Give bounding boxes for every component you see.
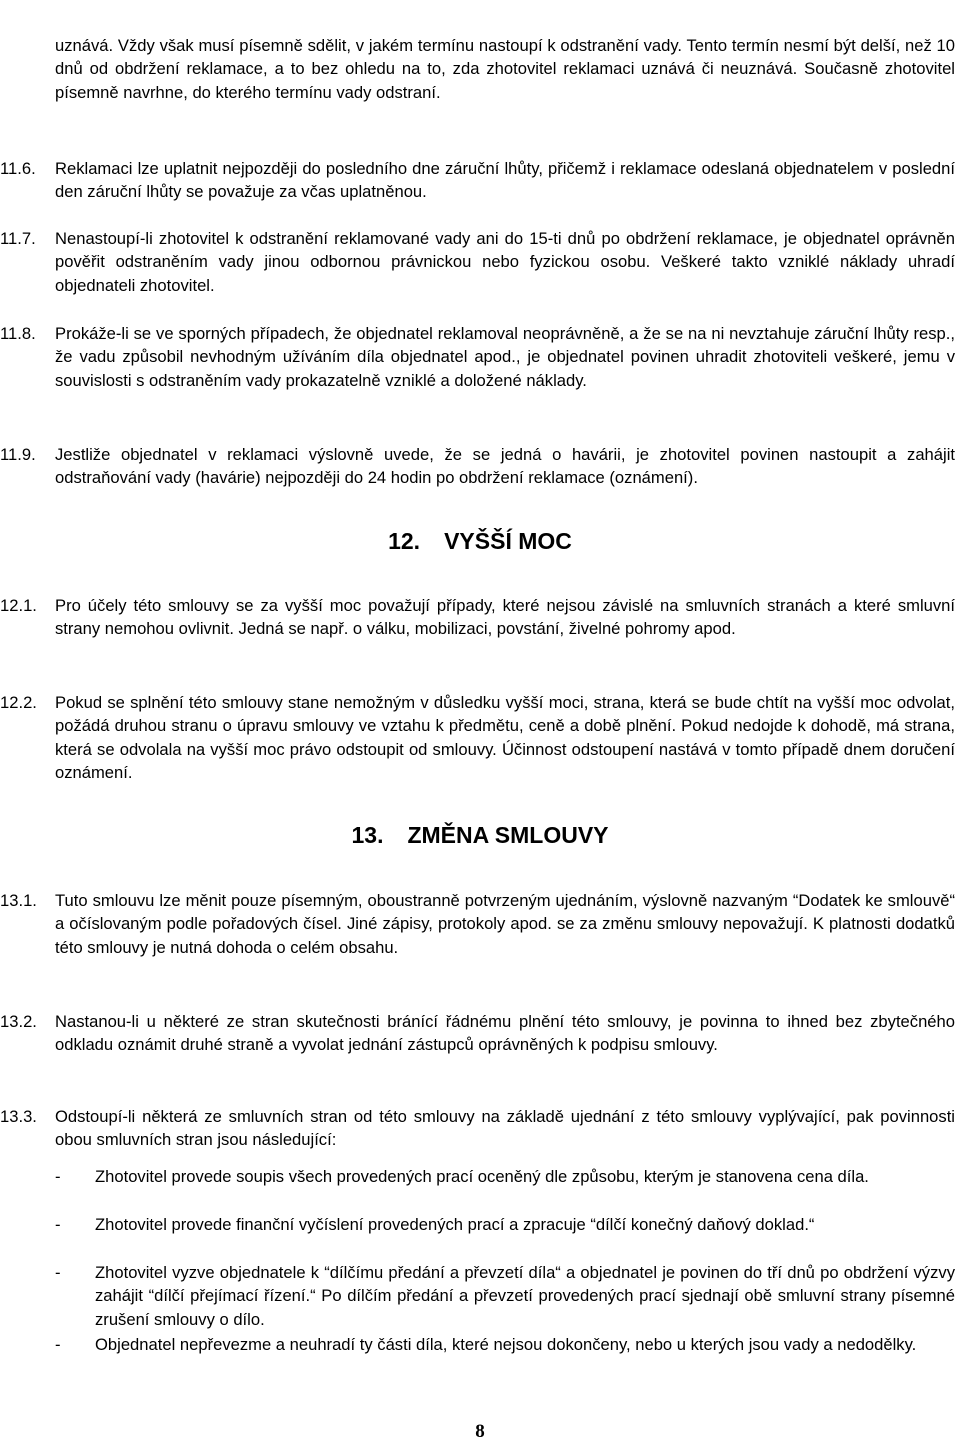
clause-13-2 <box>0 1010 955 1057</box>
list-item <box>55 1333 955 1356</box>
clause-text: Pro účely této smlouvy se za vyšší moc považují případy, které nejsou závislé na smluvních stranách a které smluvní strany nemohou ovlivnit. Jedná se např. o válku, mobilizaci, povstání, živelné pohromy apod. <box>55 596 955 639</box>
list-dash: - <box>55 1335 61 1354</box>
list-item <box>55 1261 955 1331</box>
clause-11-9 <box>0 443 955 490</box>
clause-13-3 <box>0 1105 955 1152</box>
section-heading-13 <box>0 822 960 849</box>
page-number: 8 <box>475 1421 485 1442</box>
clause-text: Nastanou-li u některé ze stran skutečnosti bránící řádnému plnění této smlouvy, je povinna to ihned bez zbytečného odkladu oznámit druhé straně a vyvolat jednání zástupců oprávněných k podpisu smlouvy. <box>55 1012 955 1055</box>
clause-text: Prokáže-li se ve sporných případech, že objednatel reklamoval neoprávněně, a že se na ni nevztahuje záruční lhůty resp., že vadu způsobil nevhodným užíváním díla objednatel apod., je objednatel povinen uhradit zhotoviteli veškeré, jemu v souvislosti s odstraněním vady prokazatelně vzniklé a doložené náklady. <box>55 324 955 390</box>
list-dash: - <box>55 1263 61 1282</box>
clause-number: 13.2. <box>0 1012 37 1031</box>
clause-11-8 <box>0 322 955 392</box>
section-title: VYŠŠÍ MOC <box>444 528 572 554</box>
list-item-text: Objednatel nepřevezme a neuhradí ty části díla, které nejsou dokončeny, nebo u kterých jsou vady a nedodělky. <box>95 1335 917 1354</box>
list-dash: - <box>55 1215 61 1234</box>
clause-11-7 <box>0 227 955 297</box>
clause-number: 11.6. <box>0 159 36 178</box>
list-dash: - <box>55 1167 61 1186</box>
clause-11-6 <box>0 157 955 204</box>
clause-number: 12.1. <box>0 596 37 615</box>
section-title: ZMĚNA SMLOUVY <box>407 822 609 848</box>
clause-number: 11.8. <box>0 324 36 343</box>
clause-12-2 <box>0 691 955 785</box>
list-item <box>55 1213 955 1236</box>
clause-12-1 <box>0 594 955 641</box>
clause-text: Pokud se splnění této smlouvy stane nemožným v důsledku vyšší moci, strana, která se bude chtít na vyšší moc odvolat, požádá druhou stranu o úpravu smlouvy ve vztahu k předmětu, ceně a době plnění. Pokud nedojde k dohodě, má strana, která se odvolala na vyšší moc právo odstoupit od smlouvy. Účinnost odstoupení nastává v tomto případě dnem doručení oznámení. <box>55 693 955 783</box>
clause-number: 13.1. <box>0 891 37 910</box>
clause-number: 13.3. <box>0 1107 37 1126</box>
clause-text: Tuto smlouvu lze měnit pouze písemným, oboustranně potvrzeným ujednáním, výslovně nazvaným “Dodatek ke smlouvě“ a očíslovaným podle pořadových čísel. Jiné zápisy, protokoly apod. se za změnu smlouvy nepovažují. K platnosti dodatků této smlouvy je nutná dohoda o celém obsahu. <box>55 891 955 957</box>
list-item-text: Zhotovitel provede soupis všech provedených prací oceněný dle způsobu, kterým je stanovena cena díla. <box>95 1167 869 1186</box>
clause-text: Reklamaci lze uplatnit nejpozději do posledního dne záruční lhůty, přičemž i reklamace odeslaná objednatelem v poslední den záruční lhůty se považuje za včas uplatněnou. <box>55 159 955 202</box>
clause-number: 11.9. <box>0 445 36 464</box>
section-number: 12. <box>388 528 421 554</box>
clause-text: Jestliže objednatel v reklamaci výslovně uvede, že se jedná o havárii, je zhotovitel povinen nastoupit a zahájit odstraňování vady (havárie) nejpozději do 24 hodin po obdržení reklamace (oznámení). <box>55 445 955 488</box>
list-item <box>55 1165 955 1188</box>
clause-text: Nenastoupí-li zhotovitel k odstranění reklamované vady ani do 15-ti dnů po obdržení reklamace, je objednatel oprávněn pověřit odstraněním vady jinou odbornou právnickou nebo fyzickou osobu. Veškeré takto vzniklé náklady uhradí objednateli zhotovitel. <box>55 229 955 295</box>
clause-number: 12.2. <box>0 693 37 712</box>
list-item-text: Zhotovitel vyzve objednatele k “dílčímu předání a převzetí díla“ a objednatel je povinen do tří dnů po obdržení výzvy zahájit “dílčí přejímací řízení.“ Po dílčím předání a převzetí provedených prací sjednají obě smluvní strany písemné zrušení smlouvy o dílo. <box>95 1263 955 1329</box>
section-heading-12 <box>0 528 960 555</box>
intro-paragraph: uznává. Vždy však musí písemně sdělit, v jakém termínu nastoupí k odstranění vady. Tento termín nesmí být delší, než 10 dnů od obdržení reklamace, a to bez ohledu na to, zda zhotovitel reklamaci uznává či neuznává. Současně zhotovitel písemně navrhne, do kterého termínu vady odstraní. <box>55 36 955 102</box>
clause-number: 11.7. <box>0 229 36 248</box>
clause-text: Odstoupí-li některá ze smluvních stran od této smlouvy na základě ujednání z této smlouvy vyplývající, pak povinnosti obou smluvních stran jsou následující: <box>55 1107 955 1150</box>
list-item-text: Zhotovitel provede finanční vyčíslení provedených prací a zpracuje “dílčí konečný daňový doklad.“ <box>95 1215 815 1234</box>
clause-13-1 <box>0 889 955 959</box>
section-number: 13. <box>351 822 384 848</box>
